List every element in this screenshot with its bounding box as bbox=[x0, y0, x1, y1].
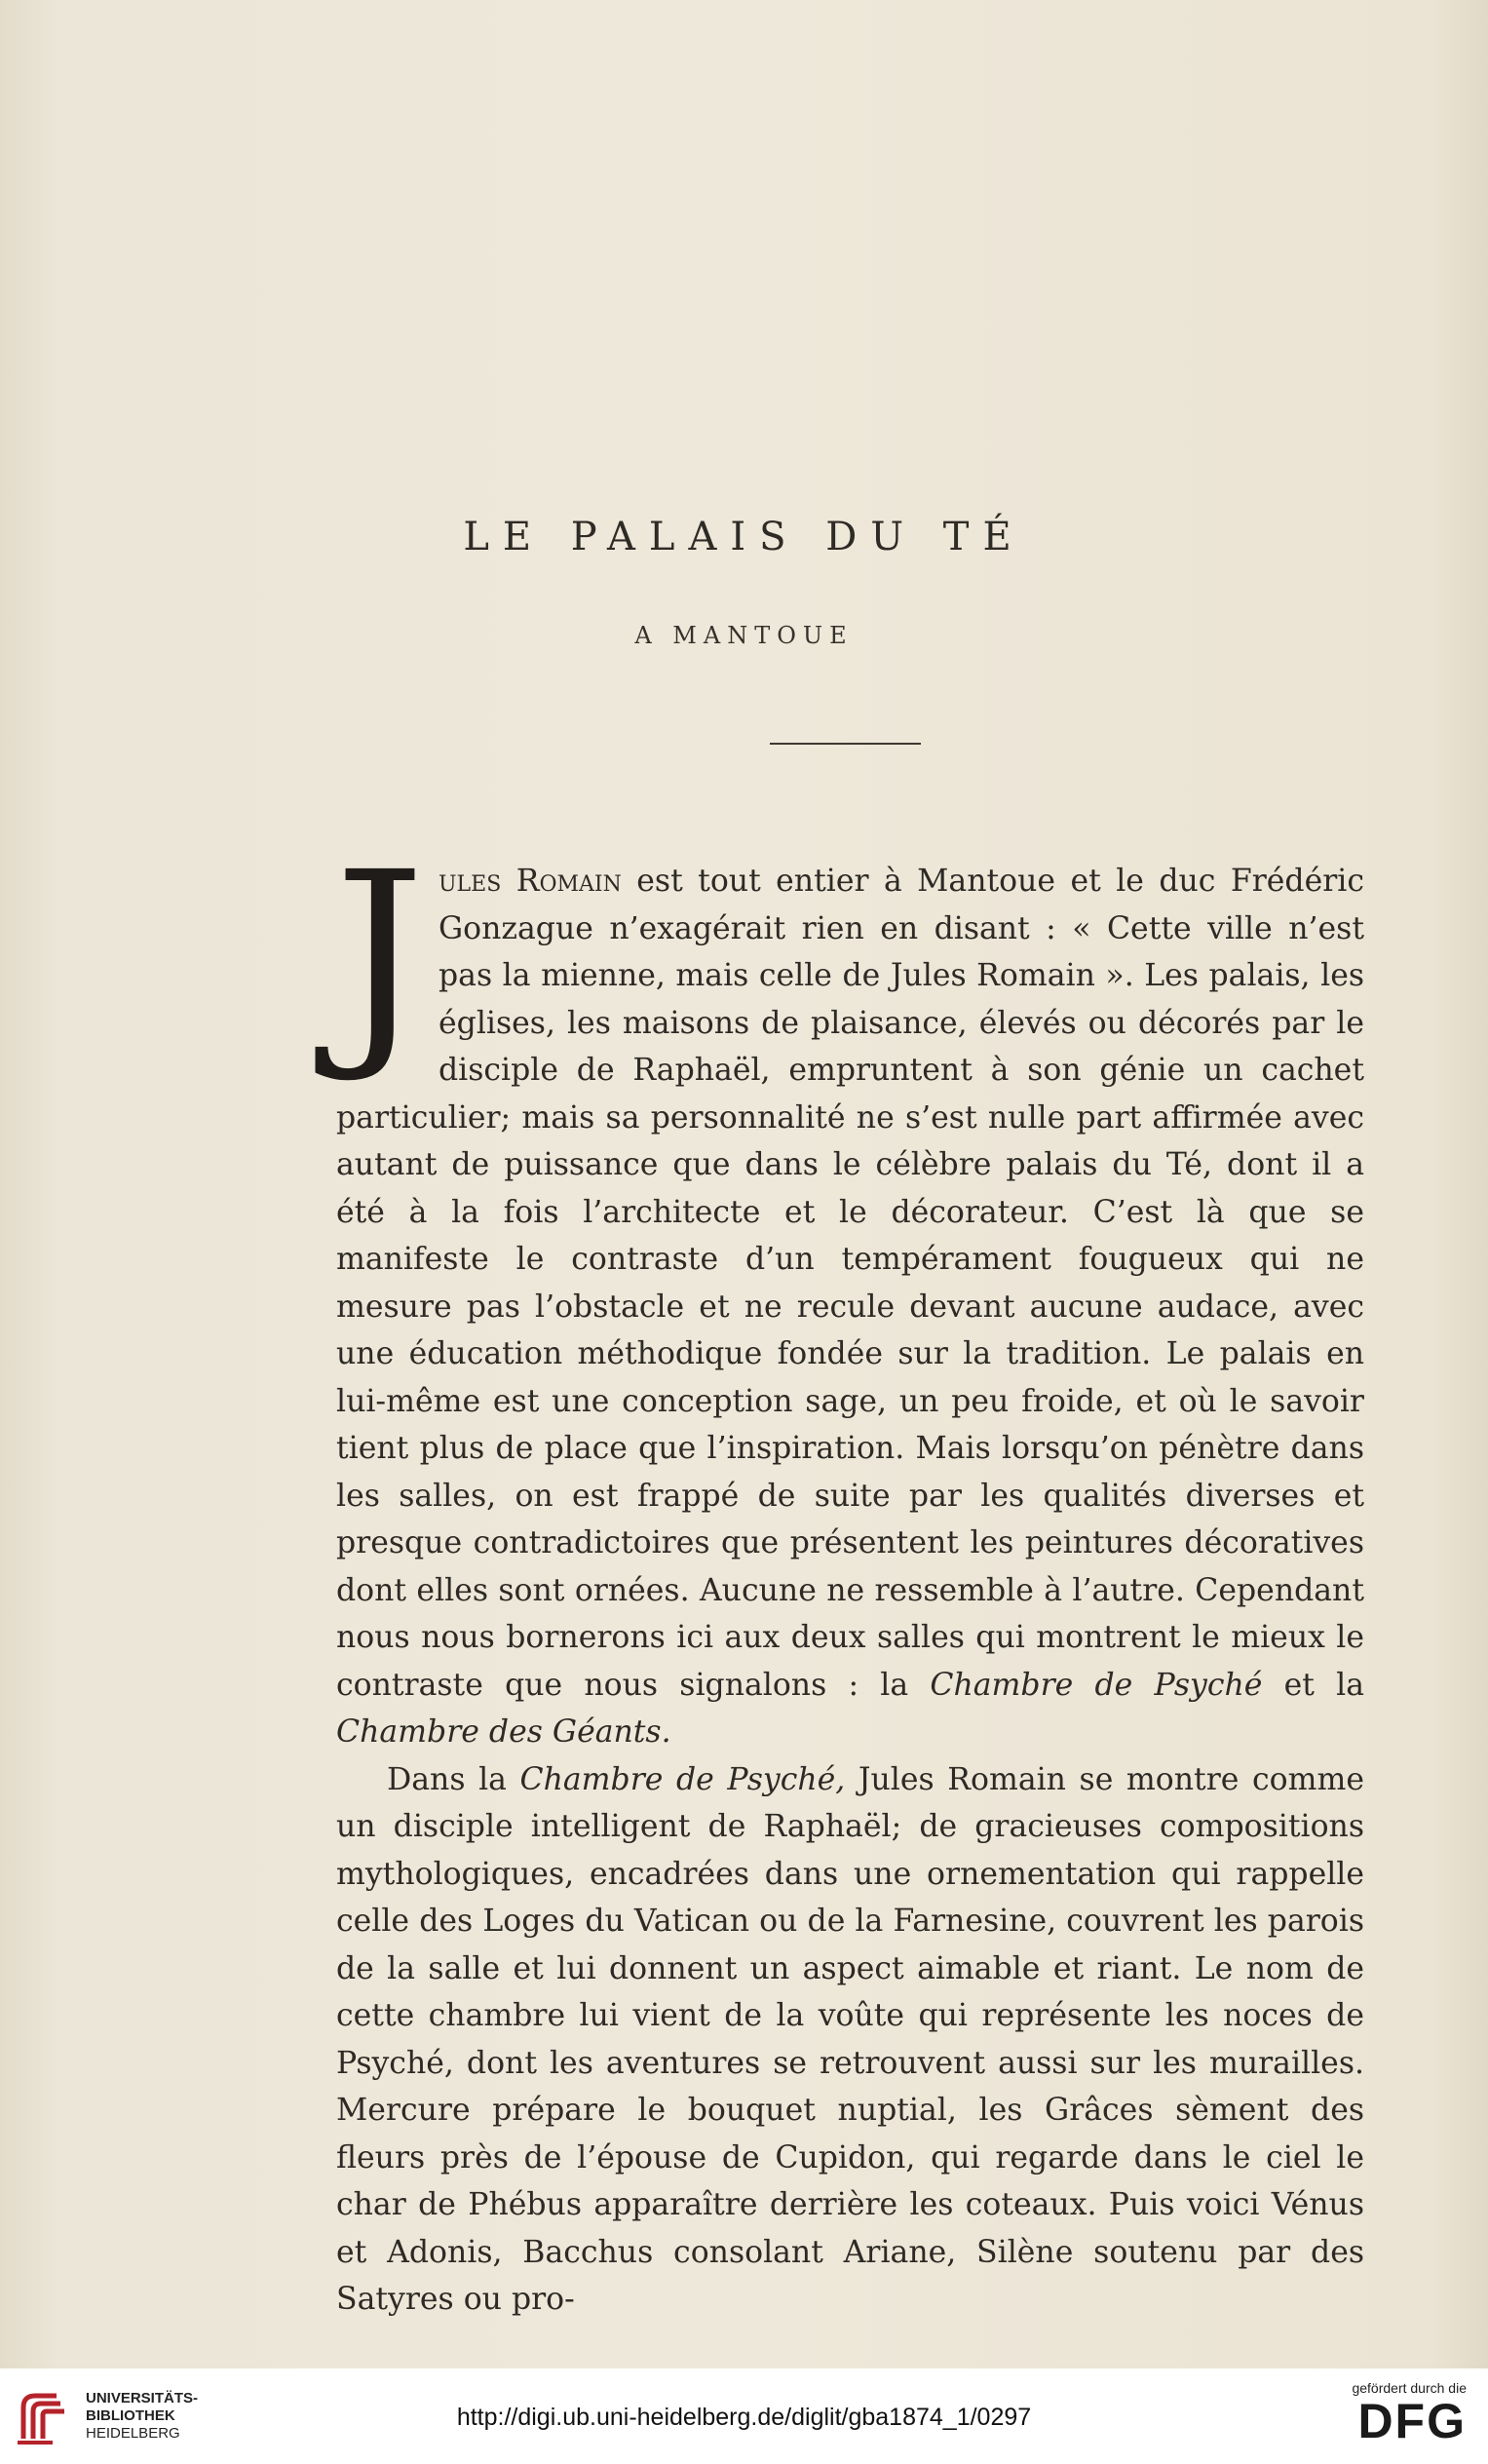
chamber-psyche-title: Chambre de Psyché bbox=[930, 1667, 1263, 1703]
document-subtitle: A MANTOUE bbox=[634, 622, 854, 649]
drop-cap: J bbox=[334, 824, 426, 1087]
library-line-3: HEIDELBERG bbox=[86, 2425, 180, 2442]
paragraph-2 bbox=[336, 1756, 1364, 2324]
paragraph-1 bbox=[334, 824, 1364, 1756]
paragraph-1-text-b: et la bbox=[1262, 1667, 1364, 1703]
article-body bbox=[334, 824, 1364, 2324]
paragraph-2-text-b: Jules Romain se montre comme un disciple intelligent de Raphaël; de gracieuses compositions mythologiques, encadrées dans une ornementation qui rappelle celle des Loges du Vatican ou de la Farnesine, couvrent les parois de la salle et lui donnent un aspect aimable et riant. Le nom de cette chambre lui vient de la voûte qui représente les noces de Psyché, dont les aventures se retrouvent aussi sur les murailles. Mercure prépare le bouquet nuptial, les Grâces sèment des fleurs près de l’épouse de Cupidon, qui regarde dans le ciel le char de Phébus apparaître derrière les coteaux. Puis voici Vénus et Adonis, Bacchus consolant Ariane, Silène soutenu par des Satyres ou pro- bbox=[336, 1761, 1364, 2317]
chamber-psyche-title-2: Chambre de Psyché, bbox=[519, 1761, 846, 1797]
source-url[interactable]: http://digi.ub.uni-heidelberg.de/diglit/gba1874_1/0297 bbox=[456, 2404, 1032, 2431]
paragraph-2-text-a: Dans la bbox=[387, 1761, 520, 1797]
chamber-giants-title: Chambre des Géants. bbox=[336, 1714, 671, 1750]
document-title: LE PALAIS DU TÉ bbox=[463, 515, 1025, 559]
footer-bar bbox=[0, 2368, 1488, 2464]
funder-note: gefördert durch die bbox=[1352, 2380, 1467, 2396]
library-line-2: BIBLIOTHEK bbox=[86, 2407, 175, 2424]
paragraph-1-text-a: est tout entier à Mantoue et le duc Frédéric Gonzague n’exagérait rien en disant : « Cette ville n’est pas la mienne, mais celle de Jules Romain ». Les palais, les églises, les maisons de plaisance, élevés ou décorés par le disciple de Raphaël, empruntent à son génie un cachet particulier; mais sa personnalité ne s’est nulle part affirmée avec autant de puissance que dans le célèbre palais du Té, dont il a été à la fois l’architecte et le décorateur. C’est là que se manifeste le contraste d’un tempérament fougueux qui ne mesure pas l’obstacle et ne recule devant aucune audace, avec une éducation méthodique fondée sur la tradition. Le palais en lui-même est une conception sage, un peu froide, et où le savoir tient plus de place que l’inspiration. Mais lorsqu’on pénètre dans les salles, on est frappé de suite par les qualités diverses et presque contradictoires que présentent les peintures décoratives dont elles sont ornées. Aucune ne ressemble à l’autre. Cependant nous nous bornerons ici aux deux salles qui montrent le mieux le contraste que nous signalons : la bbox=[336, 864, 1364, 1703]
title-divider bbox=[770, 743, 921, 745]
dfg-logo: DFG bbox=[1357, 2394, 1467, 2448]
funder bbox=[1352, 2380, 1467, 2446]
author-name-small-caps: ules Romain bbox=[439, 864, 622, 899]
library-line-1: UNIVERSITÄTS- bbox=[86, 2390, 199, 2406]
